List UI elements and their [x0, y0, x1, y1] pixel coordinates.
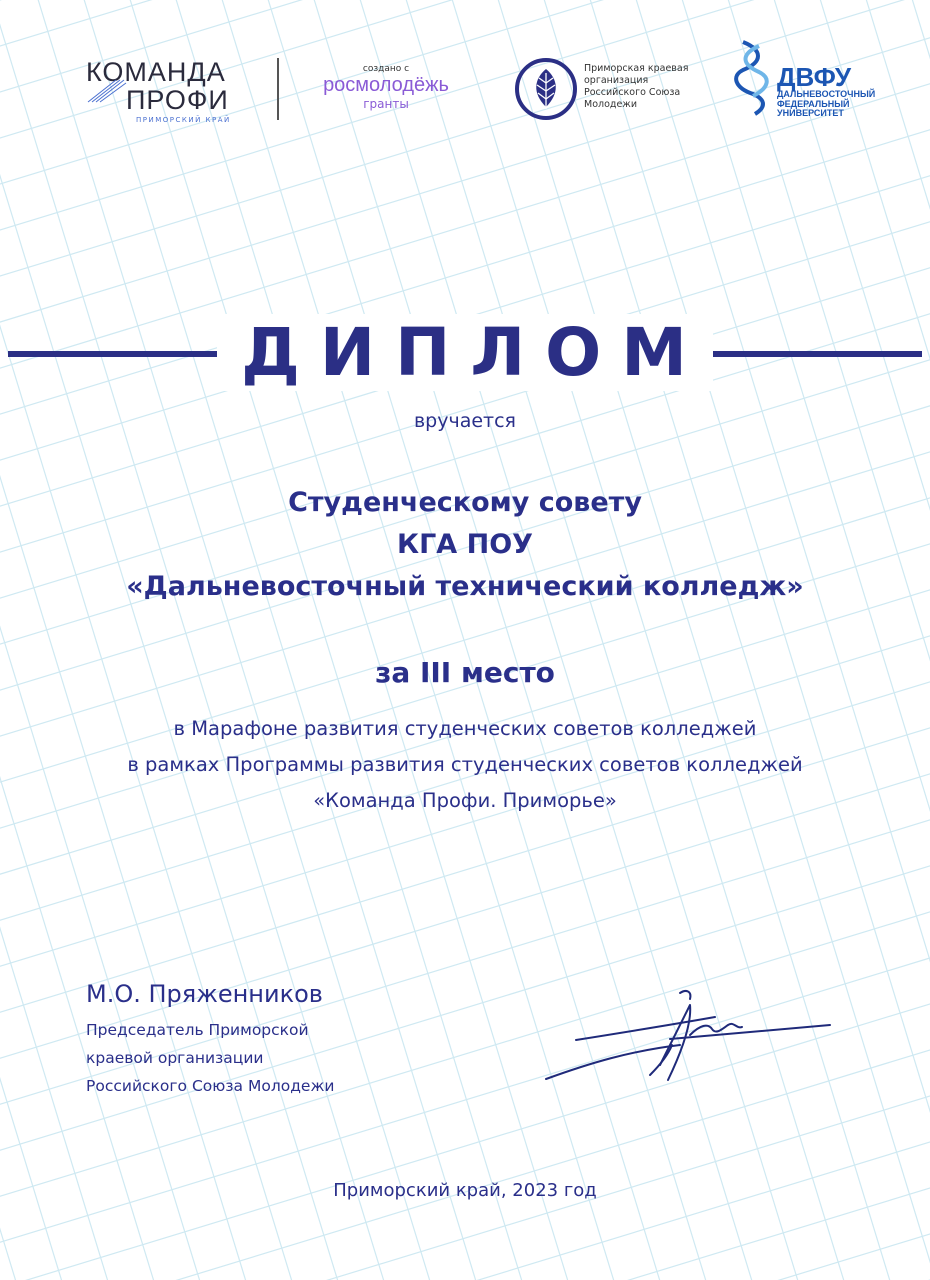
dvfu-helix-icon [733, 38, 775, 116]
rsm-emblem-icon [514, 57, 578, 121]
desc-line1: в Марафоне развития студенческих советов колледжей [173, 717, 757, 740]
logo-komanda-profi [86, 58, 246, 124]
awarded-text: вручается [413, 410, 516, 432]
title-wrap [0, 314, 930, 391]
grid-line [0, 0, 930, 29]
grid-line [0, 0, 930, 324]
signer-role-line1: Председатель Приморской [86, 1021, 309, 1039]
footer-text: Приморский край, 2023 год [333, 1180, 597, 1201]
rosmolodezh-created: создано с [362, 64, 410, 74]
grid-line [771, 0, 930, 1280]
rsm-org-line1: Приморская краевая [584, 63, 689, 74]
logo-komanda-line1: КОМАНДА [86, 57, 226, 87]
grid-line [0, 515, 930, 1280]
grid-line [687, 0, 930, 1280]
dvfu-abbr: ДВФУ [777, 62, 852, 92]
signer-role-line2: краевой организации [86, 1049, 264, 1067]
rsm-org-line3: Российского Союза [584, 87, 681, 98]
grid-line [0, 599, 930, 1280]
grid-line [308, 0, 930, 1280]
logo-komanda-region: ПРИМОРСКИЙ КРАЙ [136, 116, 231, 124]
signer-role-line3: Российского Союза Молодежи [86, 1077, 335, 1095]
rosmolodezh-name: росмолодёжь [323, 74, 449, 96]
signer-role [86, 1016, 335, 1100]
desc-line2: в рамках Программы развития студенческих советов колледжей [127, 753, 803, 776]
logo-rosmolodezh [306, 64, 466, 111]
logo-komanda-line2: ПРОФИ [126, 85, 229, 115]
recipient-line3: «Дальневосточный технический колледж» [126, 571, 804, 602]
signature-image [540, 985, 835, 1085]
dvfu-line3: УНИВЕРСИТЕТ [777, 108, 844, 118]
place-text: за III место [375, 656, 555, 689]
recipient-line2: КГА ПОУ [397, 529, 533, 560]
rsm-org-line2: организация [584, 75, 649, 86]
recipient-line1: Студенческому совету [288, 487, 642, 518]
grid-line [350, 0, 930, 1280]
dvfu-line1: ДАЛЬНЕВОСТОЧНЫЙ [777, 89, 876, 99]
grid-line [729, 0, 930, 1280]
logo-divider [277, 58, 279, 120]
rsm-org-line4: Молодежи [584, 99, 638, 110]
grid-line [0, 1146, 930, 1280]
globe-icon [86, 78, 128, 104]
rosmolodezh-grants: гранты [363, 97, 409, 111]
grid-line [855, 0, 930, 1280]
logo-dvfu [777, 64, 877, 119]
dvfu-line2: ФЕДЕРАЛЬНЫЙ [777, 98, 850, 109]
desc-line3: «Команда Профи. Приморье» [313, 789, 617, 812]
description-block [0, 711, 930, 819]
grid-line [392, 0, 930, 1280]
rsm-org-text [584, 63, 714, 111]
signer-name: М.О. Пряженников [86, 980, 323, 1008]
grid-line [477, 0, 930, 1280]
diploma-title: ДИПЛОМ [217, 314, 713, 391]
recipient-block [0, 482, 930, 608]
